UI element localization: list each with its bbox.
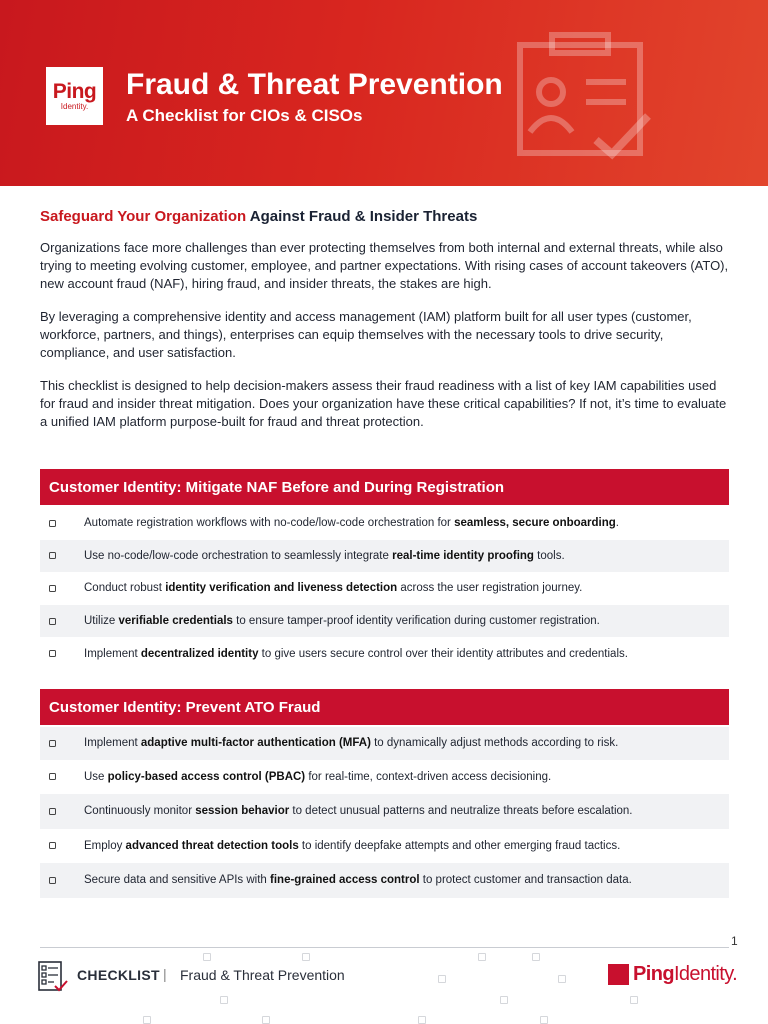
checkbox-icon[interactable] [49, 618, 56, 625]
ping-logo [46, 67, 103, 125]
checkbox-icon[interactable] [49, 520, 56, 527]
checkbox-icon[interactable] [49, 740, 56, 747]
checkbox-icon[interactable] [49, 552, 56, 559]
logo-identity-text: Identity. [60, 102, 89, 111]
item-text: Use policy-based access control (PBAC) for real-time, context-driven access decisioning. [84, 770, 552, 783]
checklist-icon [38, 961, 68, 993]
checkbox-icon[interactable] [49, 585, 56, 592]
footer-doc-title: Fraud & Threat Prevention [180, 967, 345, 983]
decorative-box-icon [262, 1016, 270, 1024]
intro-heading [40, 207, 729, 227]
decorative-box-icon [438, 975, 446, 983]
intro-heading-red: Safeguard Your Organization [40, 208, 247, 225]
footer-ping-logo [608, 963, 737, 986]
decorative-box-icon [203, 953, 211, 961]
item-text: Conduct robust identity verification and liveness detection across the user registration journey. [84, 582, 583, 595]
decorative-box-icon [630, 996, 638, 1004]
checklist-item [40, 863, 729, 898]
decorative-box-icon [220, 996, 228, 1004]
logo-ping-text: Ping [52, 80, 97, 103]
profile-checklist-icon [468, 0, 768, 186]
item-text: Employ advanced threat detection tools to identify deepfake attempts and other emerging fraud tactics. [84, 839, 621, 852]
footer-logo-ping: Ping [633, 963, 674, 985]
footer-divider [40, 947, 729, 948]
section-title: Customer Identity: Mitigate NAF Before and During Registration [40, 469, 729, 505]
page-subtitle: A Checklist for CIOs & CISOs [126, 106, 363, 125]
intro-section [40, 207, 729, 446]
checklist-item [40, 794, 729, 829]
item-text: Utilize verifiable credentials to ensure tamper-proof identity verification during customer registration. [84, 615, 600, 628]
intro-heading-dark: Against Fraud & Insider Threats [246, 208, 478, 225]
intro-paragraph: Organizations face more challenges than ever protecting themselves from both internal and external threats, while also trying to meeting evolving customer, employee, and partner expectations. With rising cases of account takeovers (ATO), new account fraud (NAF), hiring fraud, and insider threats, the stakes are high. [40, 240, 729, 291]
footer-separator: | [163, 966, 167, 982]
checkbox-icon[interactable] [49, 842, 56, 849]
checkbox-icon[interactable] [49, 650, 56, 657]
footer-logo-identity: Identity. [673, 963, 738, 985]
section-title: Customer Identity: Prevent ATO Fraud [40, 689, 729, 725]
item-text: Use no-code/low-code orchestration to seamlessly integrate real-time identity proofing tools. [84, 549, 565, 562]
checklist-item [40, 760, 729, 795]
checklist-item [40, 829, 729, 864]
checkbox-icon[interactable] [49, 808, 56, 815]
section-ato [40, 689, 729, 898]
decorative-box-icon [143, 1016, 151, 1024]
checklist-item [40, 507, 729, 540]
item-text: Implement adaptive multi-factor authentication (MFA) to dynamically adjust methods according to risk. [84, 737, 619, 750]
header-banner [0, 0, 768, 186]
section-naf [40, 469, 729, 670]
decorative-box-icon [558, 975, 566, 983]
decorative-box-icon [500, 996, 508, 1004]
checkbox-icon[interactable] [49, 877, 56, 884]
item-text: Automate registration workflows with no-code/low-code orchestration for seamless, secure onboarding. [84, 517, 619, 530]
decorative-box-icon [418, 1016, 426, 1024]
intro-paragraph: By leveraging a comprehensive identity and access management (IAM) platform built for all user types (customer, workforce, partners, and things), enterprises can equip themselves with the necessary tools to drive security, compliance, and user satisfaction. [40, 309, 692, 360]
checklist-item [40, 605, 729, 638]
checklist-item [40, 540, 729, 573]
footer-label: CHECKLIST [77, 967, 160, 983]
checkbox-icon[interactable] [49, 773, 56, 780]
decorative-box-icon [532, 953, 540, 961]
checklist-item [40, 572, 729, 605]
checklist-item [40, 727, 729, 760]
item-text: Implement decentralized identity to give users secure control over their identity attributes and credentials. [84, 647, 628, 660]
page-title: Fraud & Threat Prevention [126, 68, 503, 101]
item-text: Secure data and sensitive APIs with fine-grained access control to protect customer and transaction data. [84, 874, 632, 887]
logo-square-icon [608, 964, 629, 985]
item-text: Continuously monitor session behavior to detect unusual patterns and neutralize threats before escalation. [84, 805, 633, 818]
intro-paragraph: This checklist is designed to help decision-makers assess their fraud readiness with a list of key IAM capabilities used for fraud and insider threat mitigation. Does your organization have these critical capabilities? If not, it’s time to evaluate a unified IAM platform purpose-built for fraud and threat protection. [40, 378, 727, 429]
page-number: 1 [731, 934, 738, 948]
checklist-item [40, 637, 729, 670]
decorative-box-icon [540, 1016, 548, 1024]
decorative-box-icon [302, 953, 310, 961]
decorative-box-icon [478, 953, 486, 961]
